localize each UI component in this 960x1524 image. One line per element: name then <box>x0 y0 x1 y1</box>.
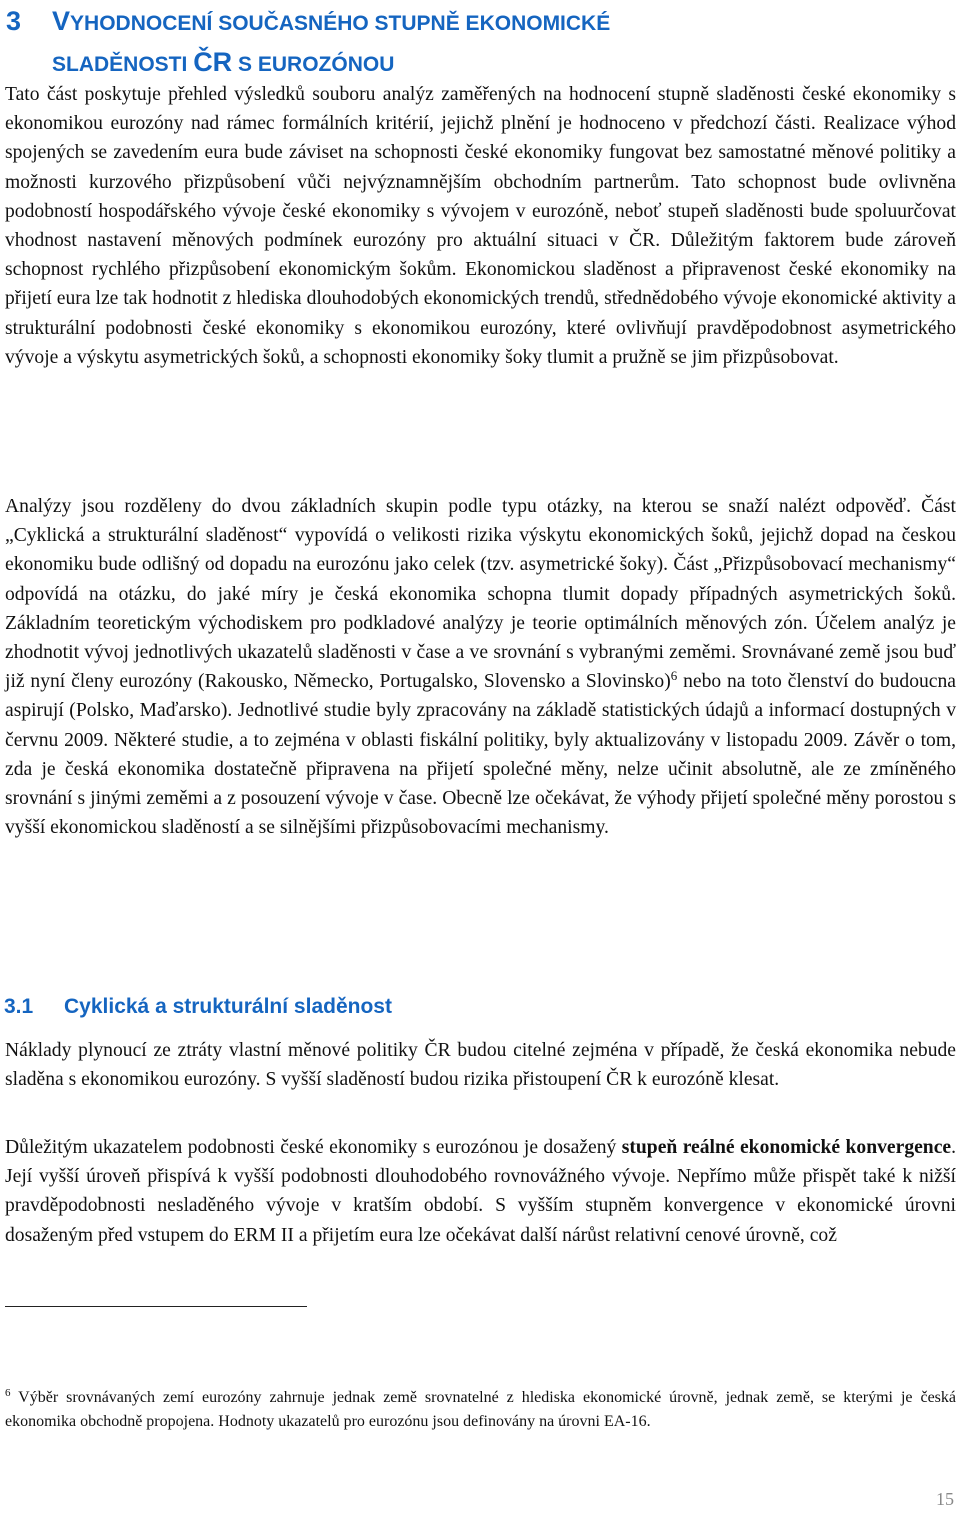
section-number: 3.1 <box>4 995 34 1018</box>
paragraph-3: Náklady plynoucí ze ztráty vlastní měnové politiky ČR budou citelné zejména v případě, že česká ekonomika nebude sladěna s ekonomikou eurozóny. S vyšší sladěností budou rizika přistoupení ČR k eurozóně klesat. <box>5 1040 956 1091</box>
bold-term: stupeň reálné ekonomické konvergence <box>621 1137 952 1158</box>
footnote <box>5 1386 956 1434</box>
paragraph-1: Tato část poskytuje přehled výsledků souboru analýz zaměřených na hodnocení stupně sladěnosti české ekonomiky s ekonomikou eurozóny nad rámec formálních kritérií, jejichž plnění je hodnoceno v předchozí části. Realizace výhod spojených se zavedením eura bude záviset na schopnosti české ekonomiky fungovat bez samostatné měnové politiky a možnosti kurzového přizpůsobení vůči nejvýznamnějším obchodním partnerům. Tato schopnost bude ovlivněna podobností hospodářského vývoje české ekonomiky s vývojem v eurozóně, neboť stupeň sladěnosti bude spoluurčovat vhodnost nastavení měnových podmínek eurozóny pro aktuální situaci v ČR. Důležitým faktorem bude zároveň schopnost rychlého přizpůsobení ekonomickým šokům. Ekonomickou sladěnost a připravenost české ekonomiky na přijetí eura lze tak hodnotit z hlediska dlouhodobých ekonomických trendů, střednědobého vývoje ekonomické aktivity a strukturální podobnosti české ekonomiky s ekonomikou eurozóny, které ovlivňují pravděpodobnost asymetrického vývoje a výskytu asymetrických šoků, a schopnosti ekonomiky šoky tlumit a pružně se jim přizpůsobovat. <box>5 84 956 368</box>
footnote-mark: 6 <box>5 1387 11 1399</box>
footnote-separator <box>5 1306 307 1307</box>
section-heading <box>4 992 954 1022</box>
paragraph-4: Důležitým ukazatelem podobnosti české ekonomiky s eurozónou je dosažený stupeň reálné ekonomické konvergence. Její vyšší úroveň přispívá k vyšší podobnosti dlouhodobého rovnovážného vývoje. Nepřímo může přispět také k nižší pravděpodobnosti nesladěného vývoje v kratším období. S vyšším stupněm konvergence v ekonomické úrovni dosaženým před vstupem do ERM II a přijetím eura lze očekávat další nárůst relativní cenové úrovně, což <box>5 1137 957 1246</box>
chapter-heading <box>6 2 956 84</box>
chapter-heading-line-2: SLADĚNOSTI ČR S EUROZÓNOU <box>52 47 395 77</box>
section-title: Cyklická a strukturální sladěnost <box>64 995 392 1018</box>
chapter-number: 3 <box>6 6 22 36</box>
footnote-reference: 6 <box>670 668 678 684</box>
footnote-text: Výběr srovnávaných zemí eurozóny zahrnuje jednak země srovnatelné z hlediska ekonomické úrovně, jednak země, se kterými je česká ekonomika obchodně propojena. Hodnoty ukazatelů pro eurozónu jsou definovány na úrovni EA-16. <box>5 1389 956 1430</box>
paragraph-2: Analýzy jsou rozděleny do dvou základních skupin podle typu otázky, na kterou se snaží nalézt odpověď. Část „Cyklická a strukturální sladěnost“ vypovídá o velikosti rizika výskytu ekonomických šoků, jejichž dopad na českou ekonomiku bude odlišný od dopadu na eurozónu jako celek (tzv. asymetrické šoky). Část „Přizpůsobovací mechanismy“ odpovídá na otázku, do jaké míry je česká ekonomika schopna tlumit dopady případných asymetrických šoků. Základním teoretickým východiskem pro podkladové analýzy je teorie optimálních měnových zón. Účelem analýz je zhodnotit vývoj jednotlivých ukazatelů sladěnosti v čase a ve srovnání s vybranými zeměmi. Srovnávané země jsou buď již nyní členy eurozóny (Rakousko, Německo, Portugalsko, Slovensko a Slovinsko)$^6$ nebo na toto členství do budoucna aspirují (Polsko, Maďarsko). Jednotlivé studie byly zpracovány na základě statistických údajů a informací dostupných v červnu 2009. Některé studie, a to zejména v oblasti fiskální politiky, byly aktualizovány v listopadu 2009. Závěr o tom, zda je česká ekonomika dostatečně připravena na přijetí společné měny, nelze učinit absolutně, ale ze zmíněného srovnání s jinými zeměmi a z posouzení vývoje v čase. Obecně lze očekávat, že výhody přijetí společné měny porostou s vyšší ekonomickou sladěností a se silnějšími přizpůsobovacími mechanismy. <box>5 496 956 839</box>
page-number: 15 <box>936 1489 954 1509</box>
chapter-heading-line-1: 3 VYHODNOCENÍ SOUČASNÉHO STUPNĚ EKONOMICKÉ <box>6 2 956 43</box>
